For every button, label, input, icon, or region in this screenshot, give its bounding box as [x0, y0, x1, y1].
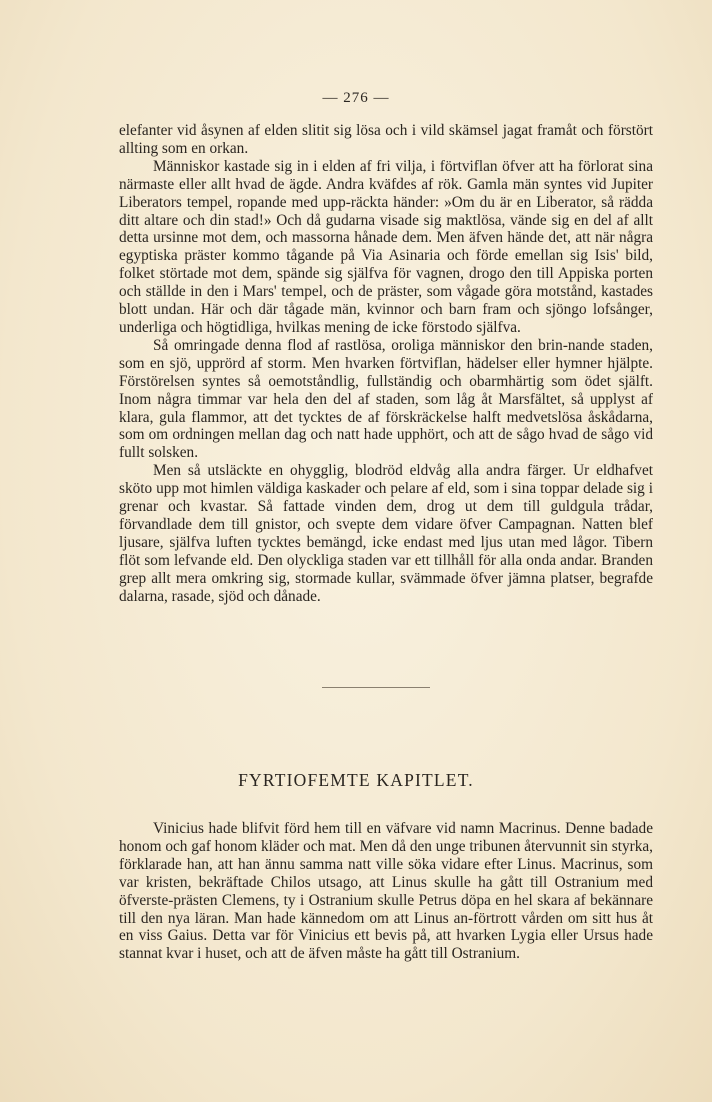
body-text-chapter [119, 820, 653, 963]
paragraph: Men så utsläckte en ohygglig, blodröd eldvåg alla andra färger. Ur eldhafvet sköto upp mot himlen väldiga kaskader och pelare af eld, som i sina toppar delade sig i grenar och kvastar. Så fattade vinden dem, drog ut dem till guldgula trådar, förvandlade dem till gnistor, och svepte dem vidare öfver Campagnan. Natten blef ljusare, själfva luften tycktes bemängd, icke endast med ljus utan med lågor. Tibern flöt som lefvande eld. Den olyckliga staden var ett tillhåll för alla onda andar. Branden grep allt mera omkring sig, stormade kullar, svämmade öfver jämna platser, begrafde dalarna, rasade, sjöd och dånade. [119, 462, 653, 605]
page-number: — 276 — [322, 90, 390, 106]
paragraph: Människor kastade sig in i elden af fri vilja, i förtviflan öfver att ha förlorat sina närmaste eller allt hvad de ägde. Andra kväfdes af rök. Gamla män syntes vid Jupiter Liberators tempel, ropande med upp-räckta händer: »Om du är en Liberator, så rädda ditt altare och din stad!» Och då gudarna visade sig maktlösa, vände sig en del af allt detta ursinne mot dem, och massorna hånade dem. Men äfven hände det, att när några egyptiska präster kommo tågande på Via Asinaria och förde emellan sig Isis' bild, folket störtade mot dem, spände sig själfva för vagnen, drogo den till Appiska porten och ställde in den i Mars' tempel, och de präster, som vågade göra motstånd, kastades blott undan. Här och där tågade män, kvinnor och barn fram och sjöngo lofsånger, underliga och högtidliga, hvilkas mening de icke förstodo själfva. [119, 157, 653, 336]
paragraph: elefanter vid åsynen af elden slitit sig lösa och i vild skämsel jagat framåt och förstört allting som en orkan. [119, 122, 653, 157]
paragraph: Vinicius hade blifvit förd hem till en väfvare vid namn Macrinus. Denne badade honom och gaf honom kläder och mat. Men då den unge tribunen återvunnit sin styrka, förklarade han, att han ännu samma natt ville söka vidare efter Linus. Macrinus, som var kristen, bekräftade Chilos utsago, att Linus skulle ha gått till Ostranium med öfverste-prästen Clemens, ty i Ostranium skulle Petrus döpa en hel skara af bekännare till den nya läran. Man hade kännedom om att Linus an-förtrott vården om sitt hus åt en viss Gaius. Detta var för Vinicius ett bevis på, att hvarken Lygia eller Ursus hade stannat kvar i huset, och att de äfven måste ha gått till Ostranium. [119, 820, 653, 963]
chapter-heading: FYRTIOFEMTE KAPITLET. [238, 770, 474, 790]
section-divider [322, 687, 430, 688]
body-text-top [119, 122, 653, 605]
paragraph: Så omringade denna flod af rastlösa, oroliga människor den brin-nande staden, som en sjö, upprörd af storm. Men hvarken förtviflan, hädelser eller hymner hjälpte. Förstörelsen syntes så oemotståndlig, fullständig och obarmhärtig som ödet själft. Inom några timmar var hela den del af staden, som låg åt Marsfältet, så upplyst af klara, gula flammor, att det tycktes de af förskräckelse halft medvetslösa åskådarna, som om ordningen mellan dag och natt hade upphört, och att de sågo hvad de sågo vid fullt solsken. [119, 336, 653, 462]
